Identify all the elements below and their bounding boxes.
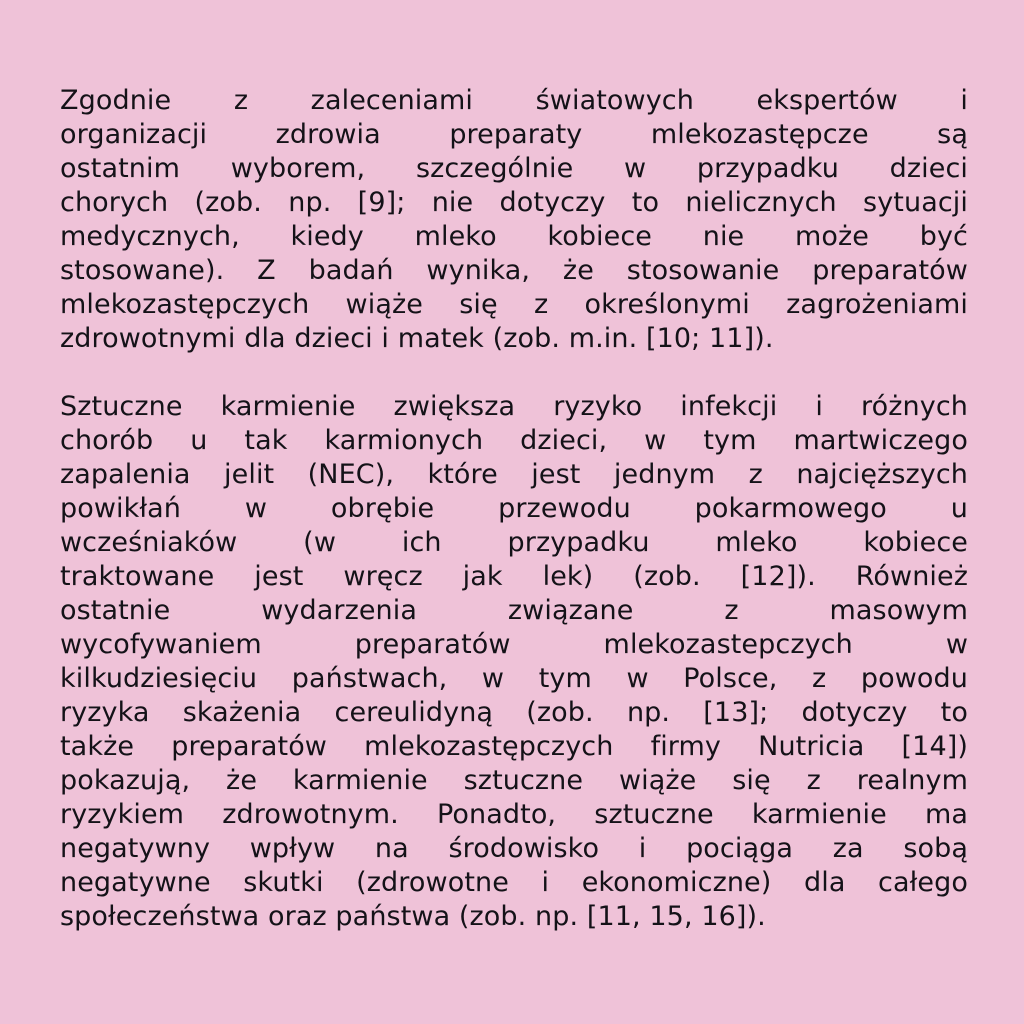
paragraph-line: wycofywaniem preparatów mlekozastepczych w	[60, 629, 968, 660]
paragraph-line: ostatnie wydarzenia związane z masowym	[60, 595, 968, 626]
paragraph-line: pokazują, że karmienie sztuczne wiąże się z realnym	[60, 765, 968, 796]
paragraph-line: chorób u tak karmionych dzieci, w tym martwiczego	[60, 425, 968, 456]
paragraph-line: zdrowotnymi dla dzieci i matek (zob. m.in. [10; 11]).	[60, 323, 774, 354]
paragraph-line: ryzykiem zdrowotnym. Ponadto, sztuczne karmienie ma	[60, 799, 968, 830]
paragraph-line: chorych (zob. np. [9]; nie dotyczy to nielicznych sytuacji	[60, 187, 968, 218]
paragraph-line: wcześniaków (w ich przypadku mleko kobiece	[60, 527, 968, 558]
paragraph-line: ostatnim wyborem, szczególnie w przypadku dzieci	[60, 153, 968, 184]
paragraph-line: negatywny wpływ na środowisko i pociąga za sobą	[60, 833, 968, 864]
paragraph-line: medycznych, kiedy mleko kobiece nie może być	[60, 221, 968, 252]
paragraph-line: społeczeństwa oraz państwa (zob. np. [11, 15, 16]).	[60, 901, 766, 932]
paragraph-line: stosowane). Z badań wynika, że stosowanie preparatów	[60, 255, 968, 286]
paragraph-line: Zgodnie z zaleceniami światowych ekspertów i	[60, 85, 968, 116]
paragraph-line: zapalenia jelit (NEC), które jest jednym z najcięższych	[60, 459, 968, 490]
paragraph-line: negatywne skutki (zdrowotne i ekonomiczne) dla całego	[60, 867, 968, 898]
paragraph-line: powikłań w obrębie przewodu pokarmowego u	[60, 493, 968, 524]
paragraph-line: organizacji zdrowia preparaty mlekozastępcze są	[60, 119, 968, 150]
paragraph-line: traktowane jest wręcz jak lek) (zob. [12]). Również	[60, 561, 968, 592]
paragraph-line: także preparatów mlekozastępczych firmy Nutricia [14])	[60, 731, 968, 762]
paragraph-line: kilkudziesięciu państwach, w tym w Polsce, z powodu	[60, 663, 968, 694]
paragraph-risks	[60, 390, 968, 934]
paragraph-line: mlekozastępczych wiąże się z określonymi zagrożeniami	[60, 289, 968, 320]
paragraph-line: Sztuczne karmienie zwiększa ryzyko infekcji i różnych	[60, 391, 968, 422]
paragraph-line: ryzyka skażenia cereulidyną (zob. np. [13]; dotyczy to	[60, 697, 968, 728]
paragraph-recommendations	[60, 84, 968, 356]
